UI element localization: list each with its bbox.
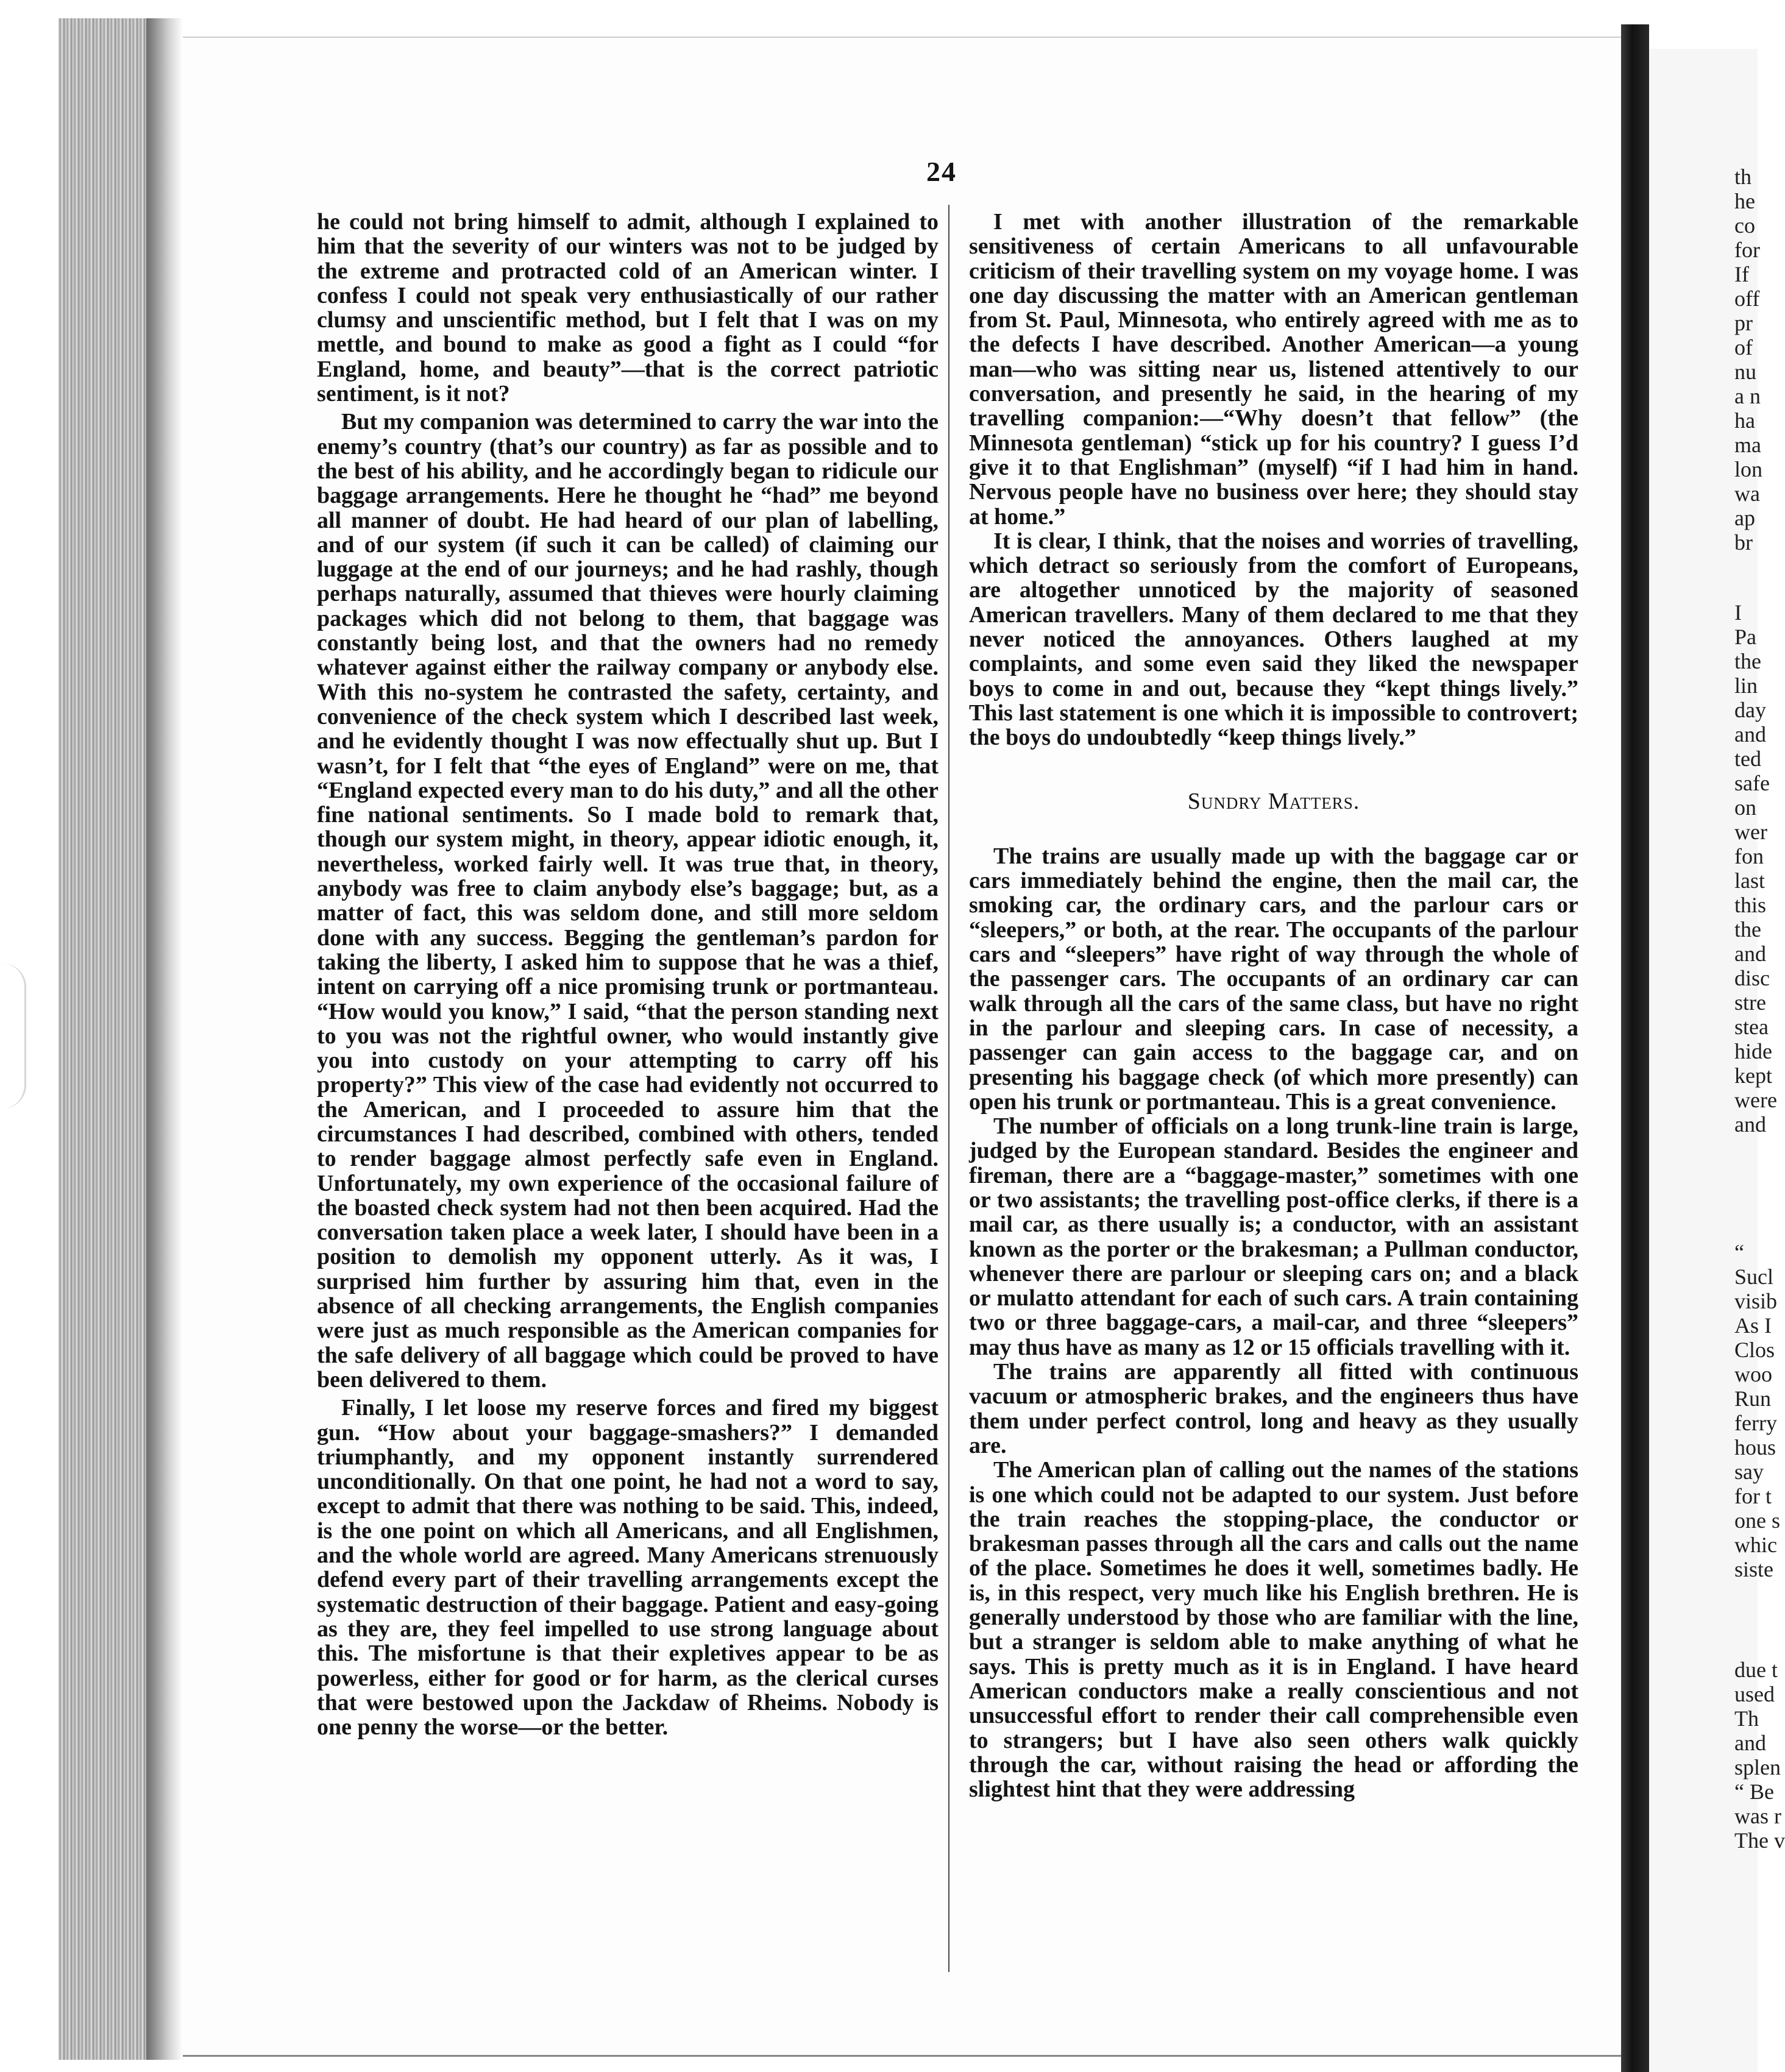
facing-page-line: safe	[1734, 771, 1770, 795]
facing-page-line: co	[1734, 213, 1755, 238]
facing-page-line: used	[1734, 1682, 1775, 1706]
facing-page-line: of	[1734, 335, 1753, 360]
facing-page-line: were	[1734, 1088, 1777, 1112]
facing-page-line: disc	[1734, 966, 1770, 990]
facing-page-line: siste	[1734, 1557, 1774, 1581]
left-paragraph-3: Finally, I let loose my reserve forces and fired my biggest gun. “How about your baggage-smashers?” I demanded triumphantly, and my opponent instantly surrendered unconditionally. On that one point, he had not a word to say, except to admit that there was nothing to be said. This, indeed, is the one point on which all Americans, and all Englishmen, and the whole world are agreed. Many Americans strenuously defend every part of their travelling arrangements except the systematic destruction of their baggage. Patient and easy-going as they are, they feel impelled to use strong language about this. The misfortune is that their expletives appear to be as powerless, either for good or for harm, as the clerical curses that were bestowed upon the Jackdaw of Rheims. Nobody is one penny the worse—or the better.	[317, 1395, 939, 1740]
facing-page-line: Pa	[1734, 625, 1756, 649]
facing-page-line: lin	[1734, 673, 1758, 698]
facing-page-line: the	[1734, 649, 1761, 673]
facing-page-line: fon	[1734, 844, 1764, 868]
right-column	[969, 210, 1578, 1801]
facing-page-line: and	[1734, 1731, 1766, 1755]
facing-page-line: a n	[1734, 384, 1761, 408]
facing-page-line: woo	[1734, 1362, 1772, 1386]
facing-page-line: ma	[1734, 433, 1761, 457]
facing-page-line: kept	[1734, 1063, 1772, 1088]
facing-page-line: hide	[1734, 1039, 1772, 1063]
facing-page-line: he	[1734, 189, 1755, 213]
section-heading-sundry-matters: Sundry Matters.	[1187, 788, 1360, 814]
facing-page-line: say	[1734, 1460, 1764, 1484]
facing-page-line: ferry	[1734, 1411, 1777, 1435]
facing-page-line: one s	[1734, 1508, 1780, 1533]
facing-page-line: whic	[1734, 1533, 1777, 1557]
facing-page-line: for t	[1734, 1484, 1772, 1508]
right-paragraph-6: The American plan of calling out the names of the stations is one which could not be adapted to our system. Just before the train reaches the stopping-place, the conductor or brakesman passes through all the cars and calls out the name of the place. Sometimes he does it well, sometimes badly. He is, in this respect, very much like his English brethren. He is generally understood by those who are familiar with the line, but a stranger is seldom able to make anything of what he says. This is pretty much as it is in England. I have heard American conductors make a really conscientious and not unsuccessful effort to render their call comprehensible even to strangers; but I have also seen others walk quickly through the car, without raising the head or affording the slightest hint that they were addressing	[969, 1457, 1578, 1803]
right-paragraph-4: The number of officials on a long trunk-line train is large, judged by the European standard. Besides the engineer and fireman, there are a “baggage-master,” sometimes with one or two assistants; the travelling post-office clerks, if there is a mail car, as there usually is; a conductor, with an assistant known as the porter or the brakesman; a Pullman conductor, whenever there are parlour or sleeping cars on; and a black or mulatto attendant for each of such cars. A train containing two or three baggage-cars, a mail-car, and three “sleepers” may thus have as many as 12 or 15 officials travelling with it.	[969, 1113, 1578, 1360]
facing-page-line: visib	[1734, 1289, 1778, 1313]
facing-page-line: pr	[1734, 311, 1753, 335]
facing-page-line: th	[1734, 165, 1752, 189]
facing-page-line: the	[1734, 917, 1761, 942]
facing-page-line: hous	[1734, 1435, 1776, 1460]
facing-page-line: and	[1734, 942, 1766, 966]
facing-page-line: br	[1734, 530, 1753, 555]
right-paragraph-5: The trains are apparently all fitted with continuous vacuum or atmospheric brakes, and the engineers thus have them under perfect control, long and heavy as they usually are.	[969, 1359, 1578, 1458]
facing-page-line: stre	[1734, 990, 1766, 1015]
left-column	[317, 210, 939, 1739]
left-paragraph-2: But my companion was determined to carry the war into the enemy’s country (that’s our country) as far as possible and to the best of his ability, and he accordingly began to ridicule our baggage arrangements. Here he thought he “had” me beyond all manner of doubt. He had heard of our plan of labelling, and of our system (if such it can be called) of claiming our luggage at the end of our journeys; and he had rashly, though perhaps naturally, assumed that thieves were hourly claiming packages which did not belong to them, that baggage was constantly being lost, and that the owners had no remedy whatever against either the railway company or anybody else. With this no-system he contrasted the safety, certainty, and convenience of the check system which I described last week, and he evidently thought I was now effectually shut up. But I wasn’t, for I felt that “the eyes of England” were on me, that “England expected every man to do his duty,” and all the other fine national sentiments. So I made bold to remark that, though our system might, in theory, appear idiotic enough, it, nevertheless, worked fairly well. It was true that, in theory, anybody was free to claim anybody else’s baggage; but, as a matter of fact, this was seldom done, and still more seldom done with any success. Begging the gentleman’s pardon for taking the liberty, I asked him to suppose that he was a thief, intent on carrying off a nice promising trunk or portmanteau. “How would you know,” I said, “that the person standing next to you was not the rightful owner, who would instantly give you into custody on your attempting to carry off his property?” This view of the case had evidently not occurred to the American, and I proceeded to assure him that the circumstances I had described, combined with others, tended to render baggage almost perfectly safe even in England. Unfortunately, my own experience of the occasional failure of the boasted check system had not then been acquired. Had the conversation taken place a week later, I should have been in a position to demolish my opponent utterly. As it was, I surprised him further by assuring him that, even in the absence of all checking arrangements, the English companies were just as much responsible as the American companies for the safe delivery of all baggage which could be proved to have been delivered to them.	[317, 409, 939, 1393]
facing-page-line: “ Be	[1734, 1779, 1774, 1804]
binding-shadow	[146, 18, 183, 2060]
facing-page-line: for	[1734, 238, 1760, 262]
left-paragraph-1: he could not bring himself to admit, although I explained to him that the severity of our winters was not to be judged by the extreme and protracted cold of an American winter. I confess I could not speak very enthusiastically of our rather clumsy and unscientific method, but I felt that I was on my mettle, and bound to make as good a fight as I could “for England, home, and beauty”—that is the correct patriotic sentiment, is it not?	[317, 209, 939, 407]
facing-page-line: wa	[1734, 481, 1760, 506]
facing-page-line: due t	[1734, 1658, 1778, 1682]
facing-page-fragment	[1649, 49, 1785, 2072]
facing-page-line: wer	[1734, 820, 1767, 844]
facing-page-line: ted	[1734, 747, 1761, 771]
facing-page-line: Th	[1734, 1706, 1759, 1731]
scan-edge-mark	[0, 963, 26, 1109]
facing-page-line: day	[1734, 698, 1766, 722]
column-divider	[948, 205, 949, 1972]
facing-page-line: lon	[1734, 457, 1763, 481]
facing-page-line: was r	[1734, 1804, 1781, 1828]
facing-page-line: I	[1734, 600, 1742, 625]
facing-page-line: If	[1734, 262, 1749, 286]
facing-page-line: Run	[1734, 1386, 1772, 1411]
facing-page-line: “	[1734, 1240, 1744, 1265]
page-number: 24	[926, 156, 957, 187]
facing-page-line: stea	[1734, 1015, 1769, 1039]
right-paragraph-1: I met with another illustration of the remarkable sensitiveness of certain Americans to all unfavourable criticism of their travelling system on my voyage home. I was one day discussing the matter with an American gentleman from St. Paul, Minnesota, who entirely agreed with me as to the defects I have described. Another American—a young man—who was sitting near us, listened attentively to our conversation, and presently he said, in the hearing of my travelling companion:—“Why doesn’t that fellow” (the Minnesota gentleman) “stick up for his country? I guess I’d give it to that Englishman” (myself) “if I had him in hand. Nervous people have no business over here; they should stay at home.”	[969, 209, 1578, 530]
facing-page-line: off	[1734, 286, 1760, 311]
facing-page-line: ha	[1734, 408, 1755, 433]
book-gutter	[1621, 24, 1649, 2072]
facing-page-line: ap	[1734, 506, 1755, 530]
facing-page-line: Sucl	[1734, 1265, 1774, 1289]
right-paragraph-2: It is clear, I think, that the noises and worries of travelling, which detract so seriously from the comfort of Europeans, are altogether unnoticed by the majority of seasoned American travellers. Many of them declared to me that they never noticed the annoyances. Others laughed at my complaints, and some even said they liked the newspaper boys to come in and out, because they “kept things lively.” This last statement is one which it is impossible to controvert; the boys do undoubtedly “keep things lively.”	[969, 528, 1578, 751]
facing-page-line: and	[1734, 722, 1766, 747]
facing-page-line: Clos	[1734, 1338, 1775, 1362]
facing-page-line: on	[1734, 795, 1756, 820]
facing-page-line: and	[1734, 1112, 1766, 1137]
facing-page-line: this	[1734, 893, 1767, 917]
facing-page-line: nu	[1734, 360, 1756, 384]
facing-page-line: The v	[1734, 1828, 1785, 1853]
right-paragraph-3: The trains are usually made up with the baggage car or cars immediately behind the engine, then the mail car, the smoking car, the ordinary cars, and the parlour cars or “sleepers,” or both, at the rear. The occupants of the parlour cars and “sleepers” have right of way through the whole of the passenger cars. The occupants of an ordinary car can walk through all the cars of the same class, but have no right in the parlour and sleeping cars. In case of necessity, a passenger can gain access to the baggage car, and on presenting his baggage check (of which more presently) can open his trunk or portmanteau. This is a great convenience.	[969, 843, 1578, 1115]
facing-page-line: As I	[1734, 1313, 1772, 1338]
facing-page-line: last	[1734, 868, 1765, 893]
facing-page-line: splen	[1734, 1755, 1781, 1779]
